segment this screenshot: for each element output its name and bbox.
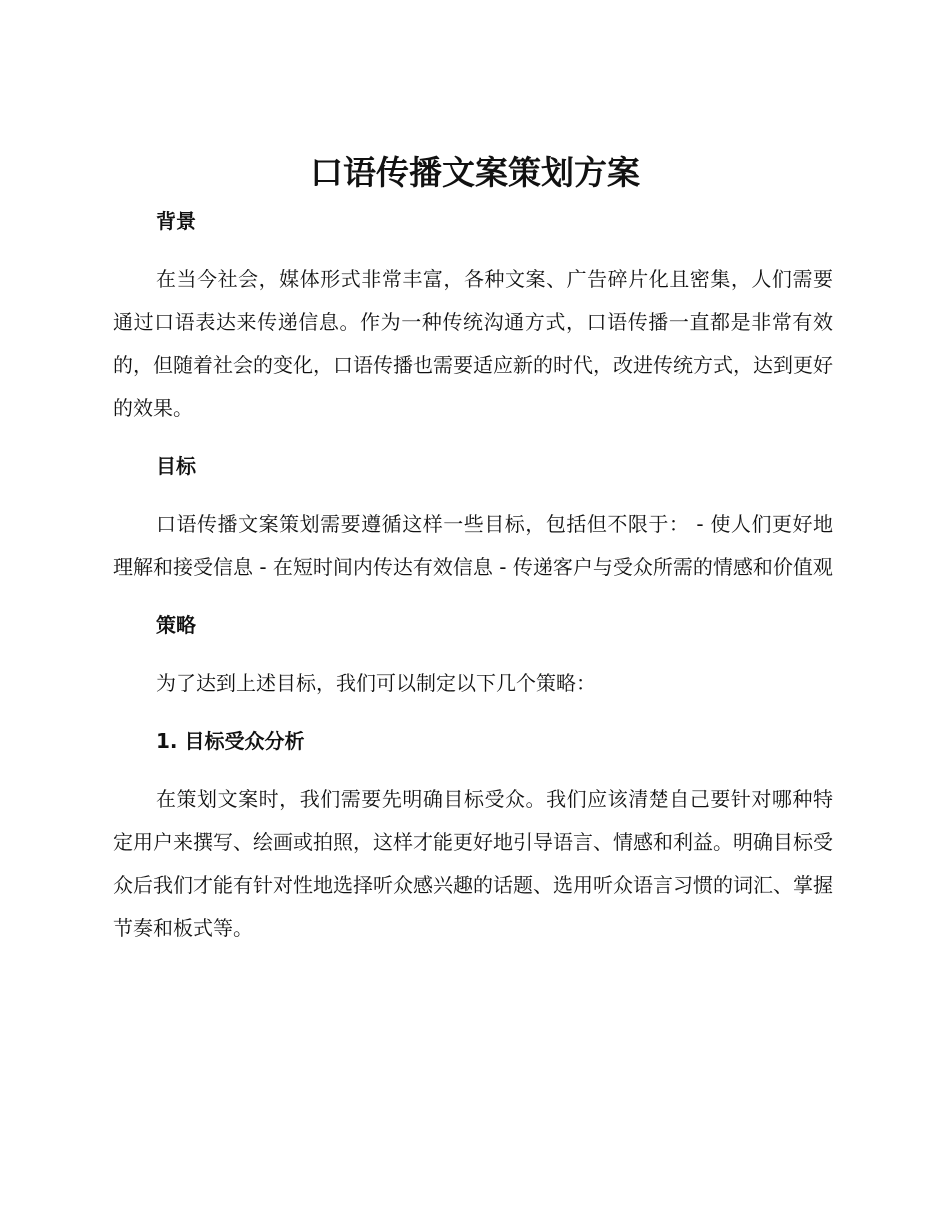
section-text-audience: 在策划文案时，我们需要先明确目标受众。我们应该清楚自己要针对哪种特定用户来撰写、绘画或拍照，这样才能更好地引导语言、情感和利益。明确目标受众后我们才能有针对性地选择听众感兴趣的话题、选用听众语言习惯的词汇、掌握节奏和板式等。 (113, 787, 833, 940)
section-heading-background: 背景 (156, 209, 196, 233)
section-heading-strategy: 策略 (156, 613, 196, 637)
document-body (113, 200, 833, 950)
section-heading-audience: 1. 目标受众分析 (156, 729, 305, 753)
section-text-strategy: 为了达到上述目标，我们可以制定以下几个策略： (156, 671, 596, 695)
section-text-background: 在当今社会，媒体形式非常丰富，各种文案、广告碎片化且密集，人们需要通过口语表达来传递信息。作为一种传统沟通方式，口语传播一直都是非常有效的，但随着社会的变化，口语传播也需要适应新的时代，改进传统方式，达到更好的效果。 (113, 267, 833, 420)
section-text-goals: 口语传播文案策划需要遵循这样一些目标，包括但不限于： - 使人们更好地理解和接受信息 - 在短时间内传达有效信息 - 传递客户与受众所需的情感和价值观 (113, 512, 833, 579)
document-title: 口语传播文案策划方案 (310, 153, 640, 192)
section-heading-goals: 目标 (156, 454, 196, 478)
